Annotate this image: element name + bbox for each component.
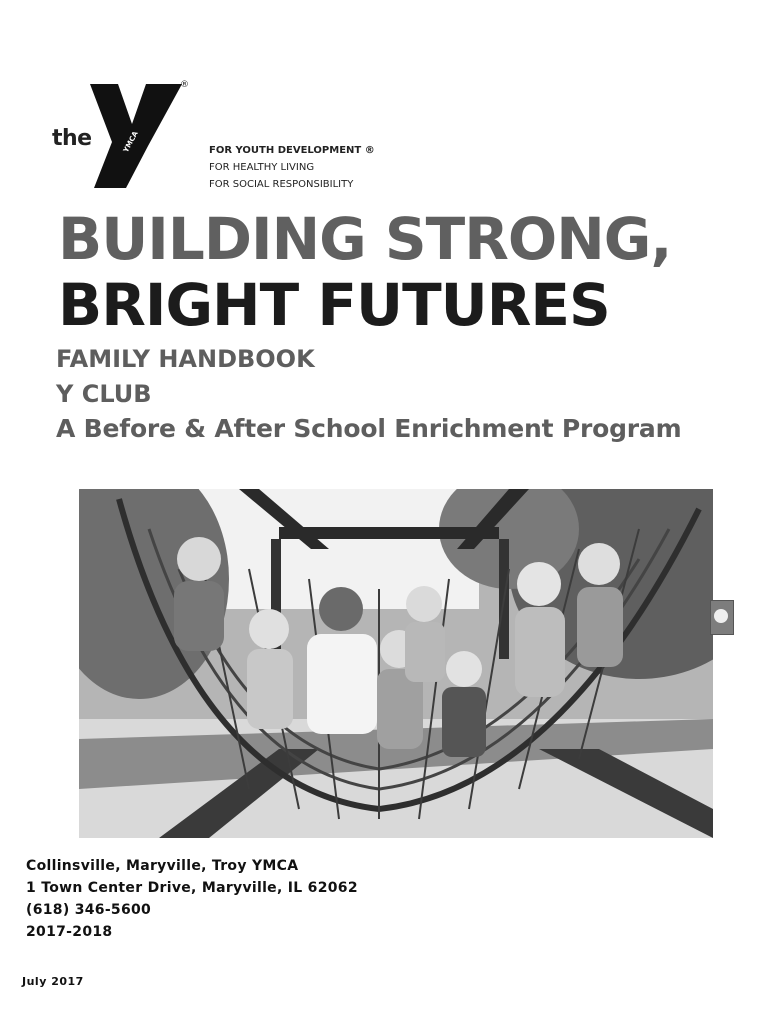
branch-names: Collinsville, Maryville, Troy YMCA	[26, 858, 299, 874]
photo-illustration	[79, 489, 713, 838]
issue-date: July 2017	[22, 975, 84, 988]
street-address: 1 Town Center Drive, Maryville, IL 62062	[26, 880, 358, 896]
ymca-logo	[52, 80, 375, 192]
y-logo-icon	[52, 80, 192, 192]
phone-number: (618) 346-5600	[26, 902, 152, 918]
photo-badge-icon	[710, 600, 734, 635]
cover-photo	[79, 489, 713, 838]
tagline-line: FOR SOCIAL RESPONSIBILITY	[209, 179, 354, 190]
program-year: 2017-2018	[26, 924, 113, 940]
tagline-line: FOR YOUTH DEVELOPMENT ®	[209, 145, 375, 156]
registered-mark: ®	[180, 80, 189, 90]
logo-wordmark: the	[52, 126, 92, 151]
headline-line-2: BRIGHT FUTURES	[58, 271, 610, 339]
subtitle-y-club: Y CLUB	[56, 380, 152, 408]
contact-block	[26, 855, 358, 943]
tagline-line: FOR HEALTHY LIVING	[209, 162, 315, 173]
y-inner-text: YMCA	[122, 130, 140, 154]
subtitle-program: A Before & After School Enrichment Program	[56, 414, 682, 443]
headline-line-1: BUILDING STRONG,	[58, 205, 672, 273]
subtitle-family-handbook: FAMILY HANDBOOK	[56, 345, 315, 373]
logo-tagline	[209, 142, 375, 193]
